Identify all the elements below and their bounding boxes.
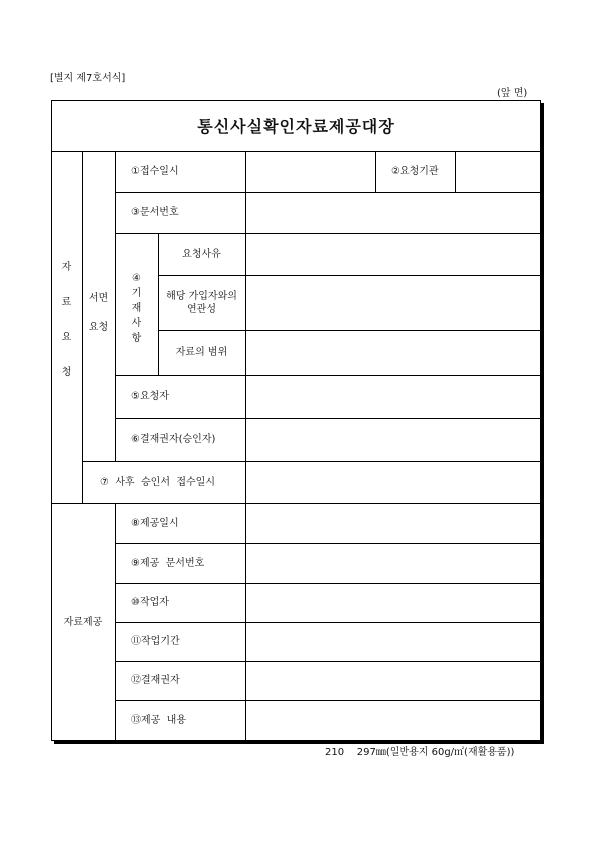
worker-label: ⑩작업자: [131, 597, 169, 608]
written-request-line: 서면: [88, 293, 109, 304]
item4-char: 항: [131, 333, 142, 344]
divider: [51, 151, 541, 152]
item4-char: ④: [132, 273, 141, 284]
requesting-agency-label: ②요청기관: [391, 166, 439, 177]
provide-date-label: ⑧제공일시: [131, 517, 179, 529]
item4-label: [115, 272, 158, 345]
item4-char: 기: [131, 288, 142, 299]
form-number-label: [별지 제7호서식]: [50, 73, 126, 84]
subscriber-relation-line: 해당 가입자와의: [166, 290, 237, 302]
provide-doc-number-label: ⑨제공 문서번호: [131, 557, 205, 569]
page-side-label: (앞 면): [497, 88, 528, 99]
written-request-label: [82, 289, 115, 333]
requester-label: ⑤요청자: [131, 391, 169, 402]
divider: [115, 583, 541, 584]
divider: [245, 151, 246, 741]
section-request-char: 자: [61, 262, 72, 273]
provide-content-label: ⑬제공 내용: [131, 715, 186, 726]
divider: [455, 151, 456, 192]
subscriber-relation-line: 연관성: [187, 303, 216, 315]
divider: [115, 192, 541, 193]
section-request-char: 요: [61, 332, 72, 343]
form-table-frame: [51, 100, 541, 741]
page-title: 통신사실확인자료제공대장: [197, 117, 395, 136]
document-number-label: ③문서번호: [131, 207, 179, 218]
item4-char: 사: [131, 318, 142, 329]
divider: [375, 151, 376, 192]
paper-spec-footer: 210 297㎜(일반용지 60g/㎡(재활용품)): [325, 747, 515, 758]
receipt-datetime-label: ①접수일시: [131, 166, 179, 177]
work-period-label: ⑪작업기간: [131, 636, 180, 647]
section-request-char: 청: [61, 367, 72, 378]
provide-approver-label: ⑫결재권자: [131, 675, 180, 686]
section-request-label: [51, 258, 82, 378]
divider: [115, 375, 541, 376]
divider: [51, 503, 541, 504]
request-reason-label: 요청사유: [182, 248, 221, 260]
divider: [115, 503, 116, 741]
section-request-char: 료: [61, 297, 72, 308]
post-approval-receipt-label: ⑦ 사후 승인서 접수일시: [100, 476, 215, 488]
approver-label: ⑥결재권자(승인자): [131, 434, 216, 445]
subscriber-relation-label: [158, 275, 245, 330]
written-request-line: 요청: [88, 322, 109, 333]
data-scope-label: 자료의 범위: [175, 347, 228, 358]
section-provide-label: 자료제공: [63, 616, 103, 628]
item4-char: 재: [131, 303, 142, 314]
